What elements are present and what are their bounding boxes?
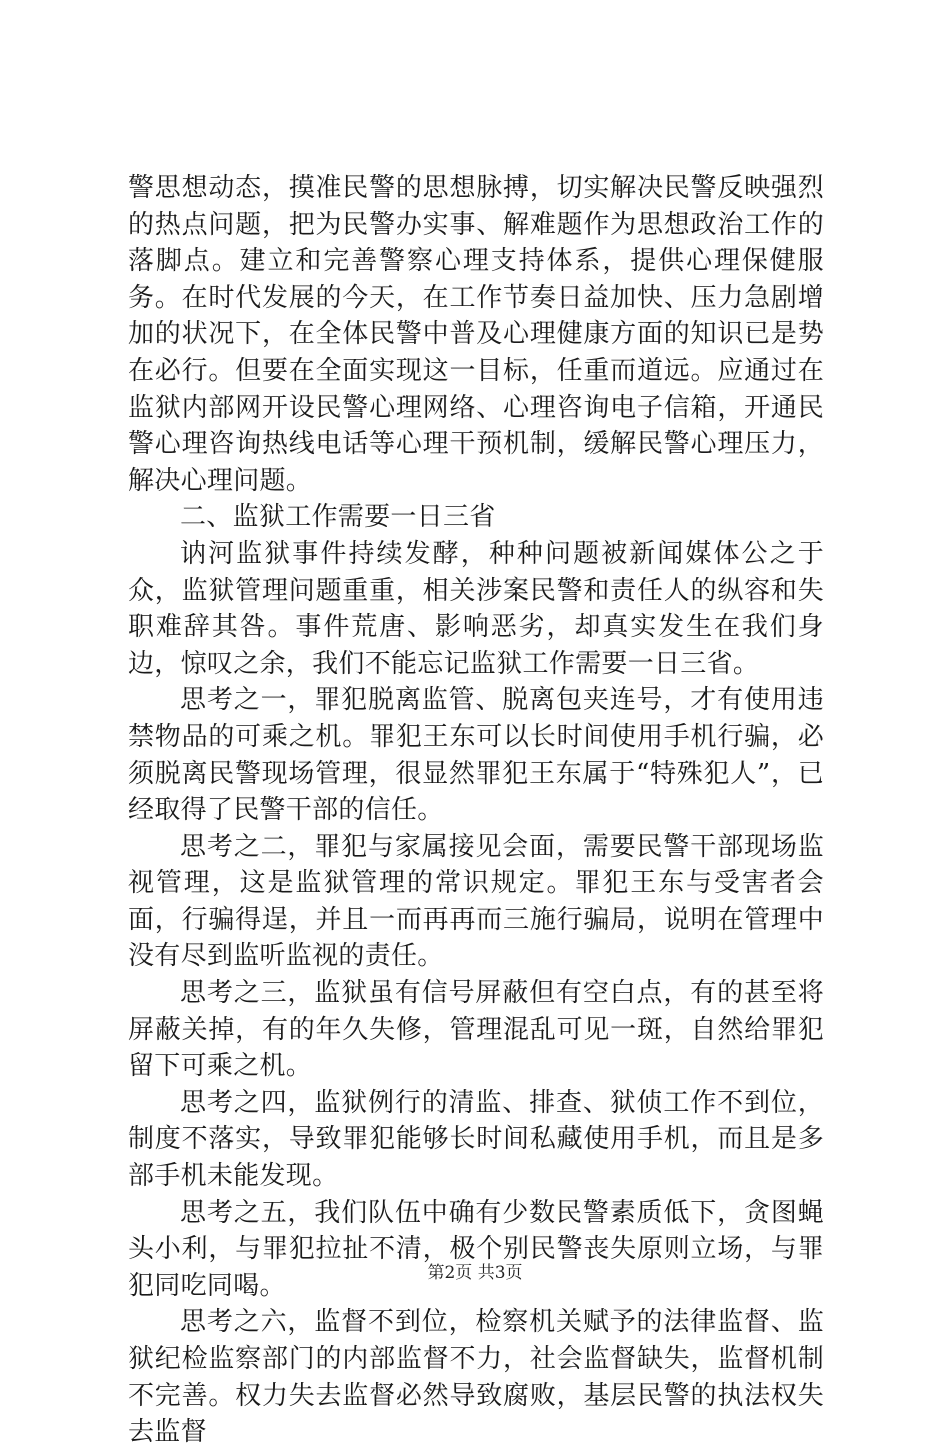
page-number-footer: 第2页 共3页 [427,1263,523,1283]
paragraph-2: 讷河监狱事件持续发酵，种种问题被新闻媒体公之于众，监狱管理问题重重，相关涉案民警和责任人的纵容和失职难辞其咎。事件荒唐、影响恶劣，却真实发生在我们身边，惊叹之余，我们不能忘记监狱工作需要一日三省。 [128,538,824,679]
paragraph-3: 思考之一，罪犯脱离监管、脱离包夹连号，才有使用违禁物品的可乘之机。罪犯王东可以长时间使用手机行骗，必须脱离民警现场管理，很显然罪犯王东属于“特殊犯人”，已经取得了民警干部的信任。 [128,685,824,826]
paragraph-5: 思考之三，监狱虽有信号屏蔽但有空白点，有的甚至将屏蔽关掉，有的年久失修，管理混乱可见一斑，自然给罪犯留下可乘之机。 [128,978,824,1082]
paragraph-1: 警思想动态，摸准民警的思想脉搏，切实解决民警反映强烈的热点问题，把为民警办实事、解难题作为思想政治工作的落脚点。建立和完善警察心理支持体系，提供心理保健服务。在时代发展的今天，在工作节奏日益加快、压力急剧增加的状况下，在全体民警中普及心理健康方面的知识已是势在必行。但要在全面实现这一目标，任重而道远。应通过在监狱内部网开设民警心理网络、心理咨询电子信箱，开通民警心理咨询热线电话等心理干预机制，缓解民警心理压力，解决心理问题。 [128,173,824,496]
paragraph-7: 思考之五，我们队伍中确有少数民警素质低下，贪图蝇头小利，与罪犯拉扯不清，极个别民警丧失原则立场，与罪犯同吃同喝。 [128,1197,824,1301]
paragraph-4: 思考之二，罪犯与家属接见会面，需要民警干部现场监视管理，这是监狱管理的常识规定。罪犯王东与受害者会面，行骗得逞，并且一而再再而三施行骗局，说明在管理中没有尽到监听监视的责任。 [128,831,824,972]
paragraph-6: 思考之四，监狱例行的清监、排查、狱侦工作不到位，制度不落实，导致罪犯能够长时间私藏使用手机，而且是多部手机未能发现。 [128,1087,824,1192]
section-heading: 二、监狱工作需要一日三省 [180,502,496,533]
paragraph-8: 思考之六，监督不到位，检察机关赋予的法律监督、监狱纪检监察部门的内部监督不力，社会监督缺失，监督机制不完善。权力失去监督必然导致腐败，基层民警的执法权失去监督 [128,1307,824,1448]
